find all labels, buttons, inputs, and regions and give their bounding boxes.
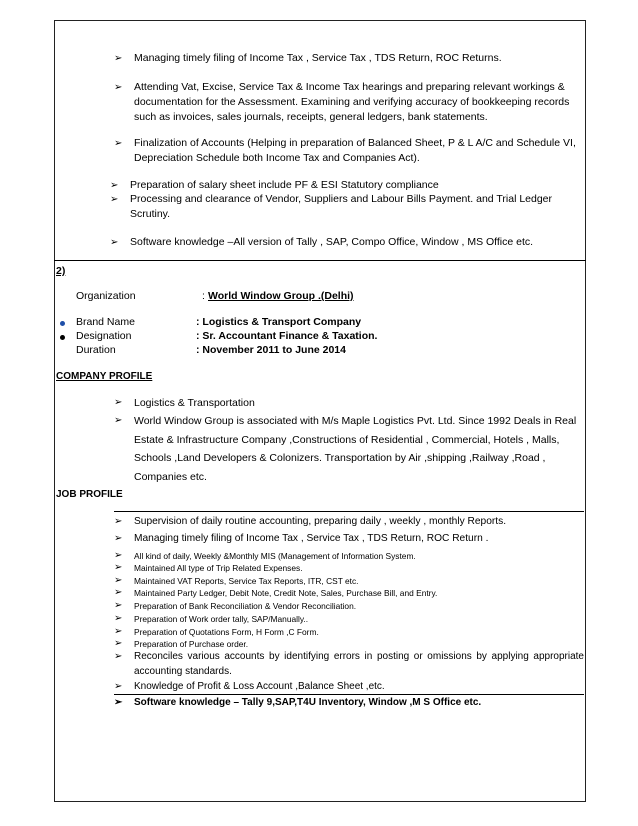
list-item [114,638,584,650]
list-item [114,626,584,638]
list-item-text: Preparation of Bank Reconciliation & Vendor Reconciliation. [134,601,357,611]
arrow-bullet-icon: ➢ [114,138,123,149]
list-item-text: Processing and clearance of Vendor, Suppliers and Labour Bills Payment. and Trial Ledger Scrutiny. [130,193,553,220]
arrow-bullet-icon: ➢ [114,415,123,426]
arrow-bullet-icon: ➢ [114,516,123,527]
list-item-text: Preparation of Work order tally, SAP/Manually.. [134,614,309,624]
arrow-bullet-icon: ➢ [110,237,119,248]
job-divider-bottom [114,694,584,695]
list-item-text: Supervision of daily routine accounting, preparing daily , weekly , monthly Reports. [134,516,507,527]
list-item [114,80,584,125]
list-item [114,136,584,166]
list-item-text: Knowledge of Profit & Loss Account ,Balance Sheet ,etc. [134,681,385,692]
list-item [110,178,584,193]
list-item [114,696,584,710]
company-profile-heading: COMPANY PROFILE [56,371,153,382]
job-divider-top [114,511,584,512]
arrow-bullet-icon: ➢ [114,638,123,649]
list-item [114,51,584,66]
arrow-bullet-icon: ➢ [114,82,123,93]
list-item [114,394,584,412]
blue-bullet-icon [60,321,65,326]
arrow-bullet-icon: ➢ [114,575,123,586]
list-item-text: Preparation of salary sheet include PF & ESI Statutory compliance [130,179,439,191]
list-item-text: Logistics & Transportation [134,397,255,409]
black-bullet-icon [60,335,65,340]
list-item-text: Preparation of Purchase order. [134,639,249,649]
list-item-text: Maintained VAT Reports, Service Tax Reports, ITR, CST etc. [134,576,359,586]
list-item-text: All kind of daily, Weekly &Monthly MIS (Management of Information System. [134,551,416,561]
list-item [114,412,584,486]
arrow-bullet-icon: ➢ [114,562,123,573]
list-item [114,532,584,546]
list-item-text: Attending Vat, Excise, Service Tax & Income Tax hearings and preparing relevant workings & documentation for the Assessment. Examining and verifying accuracy of bookkeeping records such as invoices, sales journals, receipts, general ledgers, bank statements. [134,81,570,123]
arrow-bullet-icon: ➢ [114,587,123,598]
list-item [114,562,584,574]
list-item-text: Preparation of Quotations Form, H Form ,C Form. [134,627,319,637]
list-item-text: Software knowledge – Tally 9,SAP,T4U Inventory, Window ,M S Office etc. [134,697,482,708]
arrow-bullet-icon: ➢ [114,626,123,637]
organization-colon: : [202,290,205,302]
list-item [110,235,584,250]
brand-label: Brand Name [76,316,135,328]
organization-value: World Window Group .(Delhi) [208,290,354,302]
list-item-text: Finalization of Accounts (Helping in preparation of Balanced Sheet, P & L A/C and Schedule VI, Depreciation Schedule both Income Tax and Companies Act). [134,137,576,164]
list-item [114,613,584,625]
list-item [114,575,584,587]
list-item [114,587,584,599]
arrow-bullet-icon: ➢ [114,697,123,708]
arrow-bullet-icon: ➢ [110,194,119,205]
arrow-bullet-icon: ➢ [114,550,123,561]
list-item [114,550,584,562]
section-number: 2) [56,265,66,277]
arrow-bullet-icon: ➢ [114,53,123,64]
arrow-bullet-icon: ➢ [114,533,123,544]
section-divider [54,260,586,261]
arrow-bullet-icon: ➢ [114,681,123,692]
arrow-bullet-icon: ➢ [114,600,123,611]
list-item-text: Maintained Party Ledger, Debit Note, Credit Note, Sales, Purchase Bill, and Entry. [134,588,438,598]
list-item [114,600,584,612]
duration-label: Duration [76,344,116,356]
arrow-bullet-icon: ➢ [110,180,119,191]
list-item-text: World Window Group is associated with M/s Maple Logistics Pvt. Ltd. Since 1992 Deals in Real Estate & Infrastructure Company ,Constructions of Residential , Commercial, Hotels , Malls, Schools ,Land Developers & Colonizers. Transportation by Air ,shipping ,Railway ,Road , Companies etc. [134,415,577,483]
list-item-text: Managing timely filing of Income Tax , Service Tax , TDS Return, ROC Returns. [134,52,502,64]
duration-value: : November 2011 to June 2014 [196,344,346,356]
arrow-bullet-icon: ➢ [114,613,123,624]
arrow-bullet-icon: ➢ [114,397,123,408]
list-item [114,650,584,679]
list-item-text: Maintained All type of Trip Related Expenses. [134,563,303,573]
list-item-text: Reconciles various accounts by identifying errors in posting or omissions by applying appropriate accounting standards. [134,651,584,677]
arrow-bullet-icon: ➢ [114,651,123,662]
job-profile-heading: JOB PROFILE [56,489,123,500]
list-item [114,515,584,529]
list-item [114,680,584,694]
list-item-text: Software knowledge –All version of Tally , SAP, Compo Office, Window , MS Office etc. [130,236,534,248]
organization-label: Organization [76,290,136,302]
brand-value: : Logistics & Transport Company [196,316,362,328]
list-item [110,192,584,222]
designation-label: Designation [76,330,132,342]
designation-value: : Sr. Accountant Finance & Taxation. [196,330,378,342]
list-item-text: Managing timely filing of Income Tax , Service Tax , TDS Return, ROC Return . [134,533,489,544]
